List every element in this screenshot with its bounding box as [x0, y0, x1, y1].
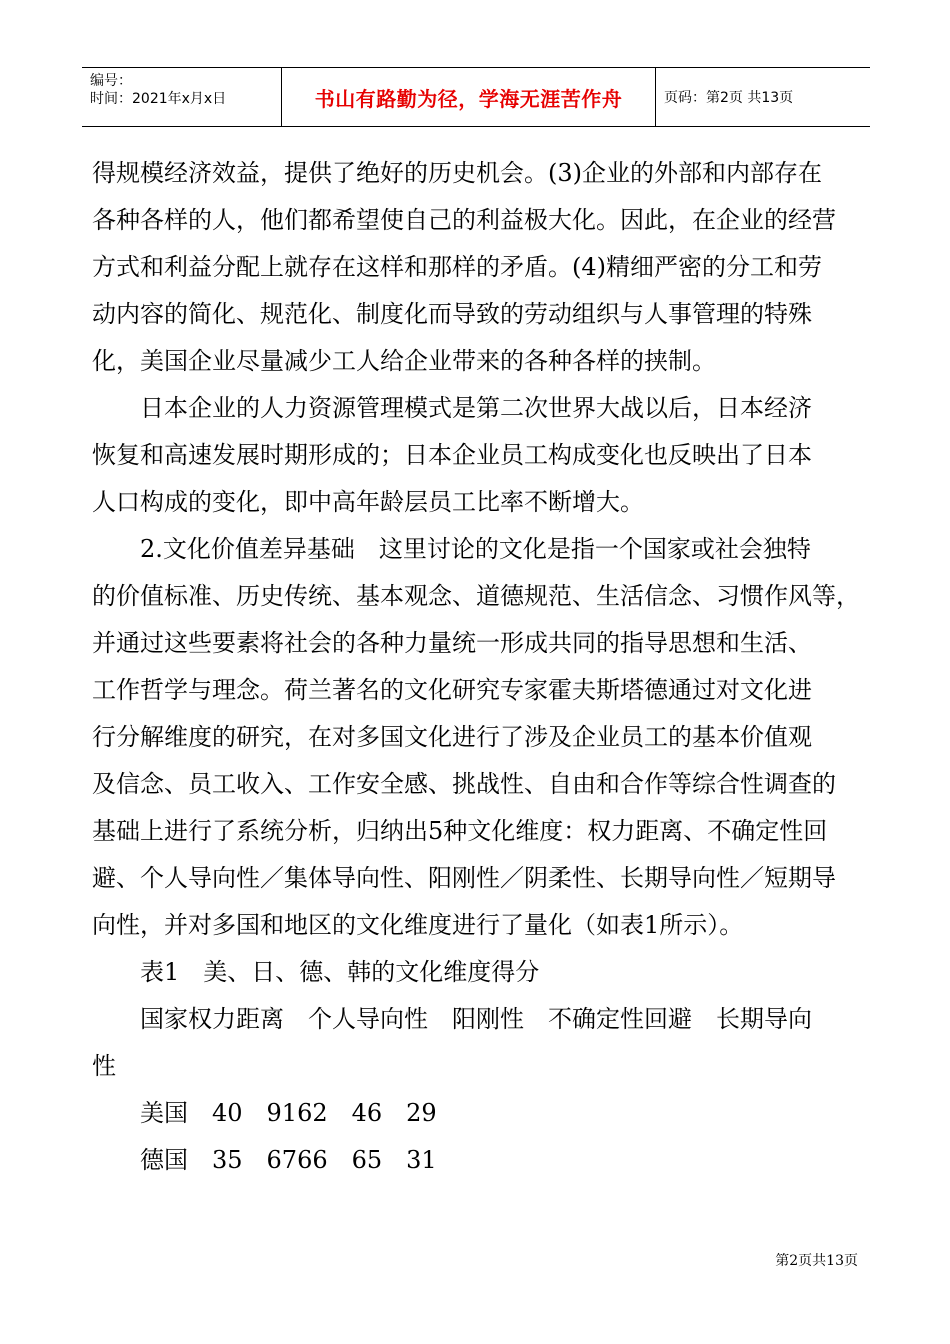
text-line: 化，美国企业尽量减少工人给企业带来的各种各样的挟制。 [92, 347, 716, 375]
text-line: 并通过这些要素将社会的各种力量统一形成共同的指导思想和生活、 [92, 629, 812, 657]
header-motto: 书山有路勤为径，学海无涯苦作舟 [314, 86, 623, 111]
text-line: 及信念、员工收入、工作安全感、挑战性、自由和合作等综合性调查的 [92, 770, 836, 798]
document-body [92, 150, 860, 1184]
text-line: 向性，并对多国和地区的文化维度进行了量化（如表1所示）。 [92, 911, 744, 939]
table-header: 国家权力距离 个人导向性 阳刚性 不确定性回避 长期导向 [140, 1005, 812, 1033]
text-line: 基础上进行了系统分析，归纳出5种文化维度：权力距离、不确定性回 [92, 817, 828, 845]
header-motto-cell [282, 68, 656, 126]
table-1 [92, 949, 860, 1184]
document-time-label: 时间：2021年x月x日 [90, 91, 227, 107]
paragraph-3 [92, 526, 860, 949]
text-line: 的价值标准、历史传统、基本观念、道德规范、生活信念、习惯作风等， [92, 582, 860, 610]
paragraph-1 [92, 150, 860, 385]
text-line: 避、个人导向性／集体导向性、阳刚性／阴柔性、长期导向性／短期导 [92, 864, 836, 892]
table-row: 美国 40 9162 46 29 [140, 1099, 437, 1127]
header-page-cell [656, 68, 870, 126]
text-line: 工作哲学与理念。荷兰著名的文化研究专家霍夫斯塔德通过对文化进 [92, 676, 812, 704]
text-line: 得规模经济效益，提供了绝好的历史机会。(3)企业的外部和内部存在 [92, 159, 822, 187]
text-line: 方式和利益分配上就存在这样和那样的矛盾。(4)精细严密的分工和劳 [92, 253, 822, 281]
text-line: 人口构成的变化，即中高年龄层员工比率不断增大。 [92, 488, 644, 516]
page-footer: 第2页共13页 [775, 1253, 858, 1269]
text-line: 动内容的简化、规范化、制度化而导致的劳动组织与人事管理的特殊 [92, 300, 812, 328]
document-number-label: 编号： [90, 73, 132, 89]
text-line: 各种各样的人，他们都希望使自己的利益极大化。因此，在企业的经营 [92, 206, 836, 234]
paragraph-2 [92, 385, 860, 432]
text-line: 恢复和高速发展时期形成的；日本企业员工构成变化也反映出了日本 [92, 441, 812, 469]
paragraph-2-cont [92, 432, 860, 526]
table-title: 表1 美、日、德、韩的文化维度得分 [140, 958, 540, 986]
page-header [82, 67, 870, 127]
text-line: 行分解维度的研究，在对多国文化进行了涉及企业员工的基本价值观 [92, 723, 812, 751]
header-page-number: 页码：第2页 共13页 [664, 90, 794, 106]
text-line: 日本企业的人力资源管理模式是第二次世界大战以后，日本经济 [140, 394, 812, 422]
table-header-wrap: 性 [92, 1052, 116, 1080]
header-meta-cell [82, 68, 282, 126]
table-row: 德国 35 6766 65 31 [140, 1146, 437, 1174]
text-line: 2.文化价值差异基础 这里讨论的文化是指一个国家或社会独特 [140, 535, 811, 563]
